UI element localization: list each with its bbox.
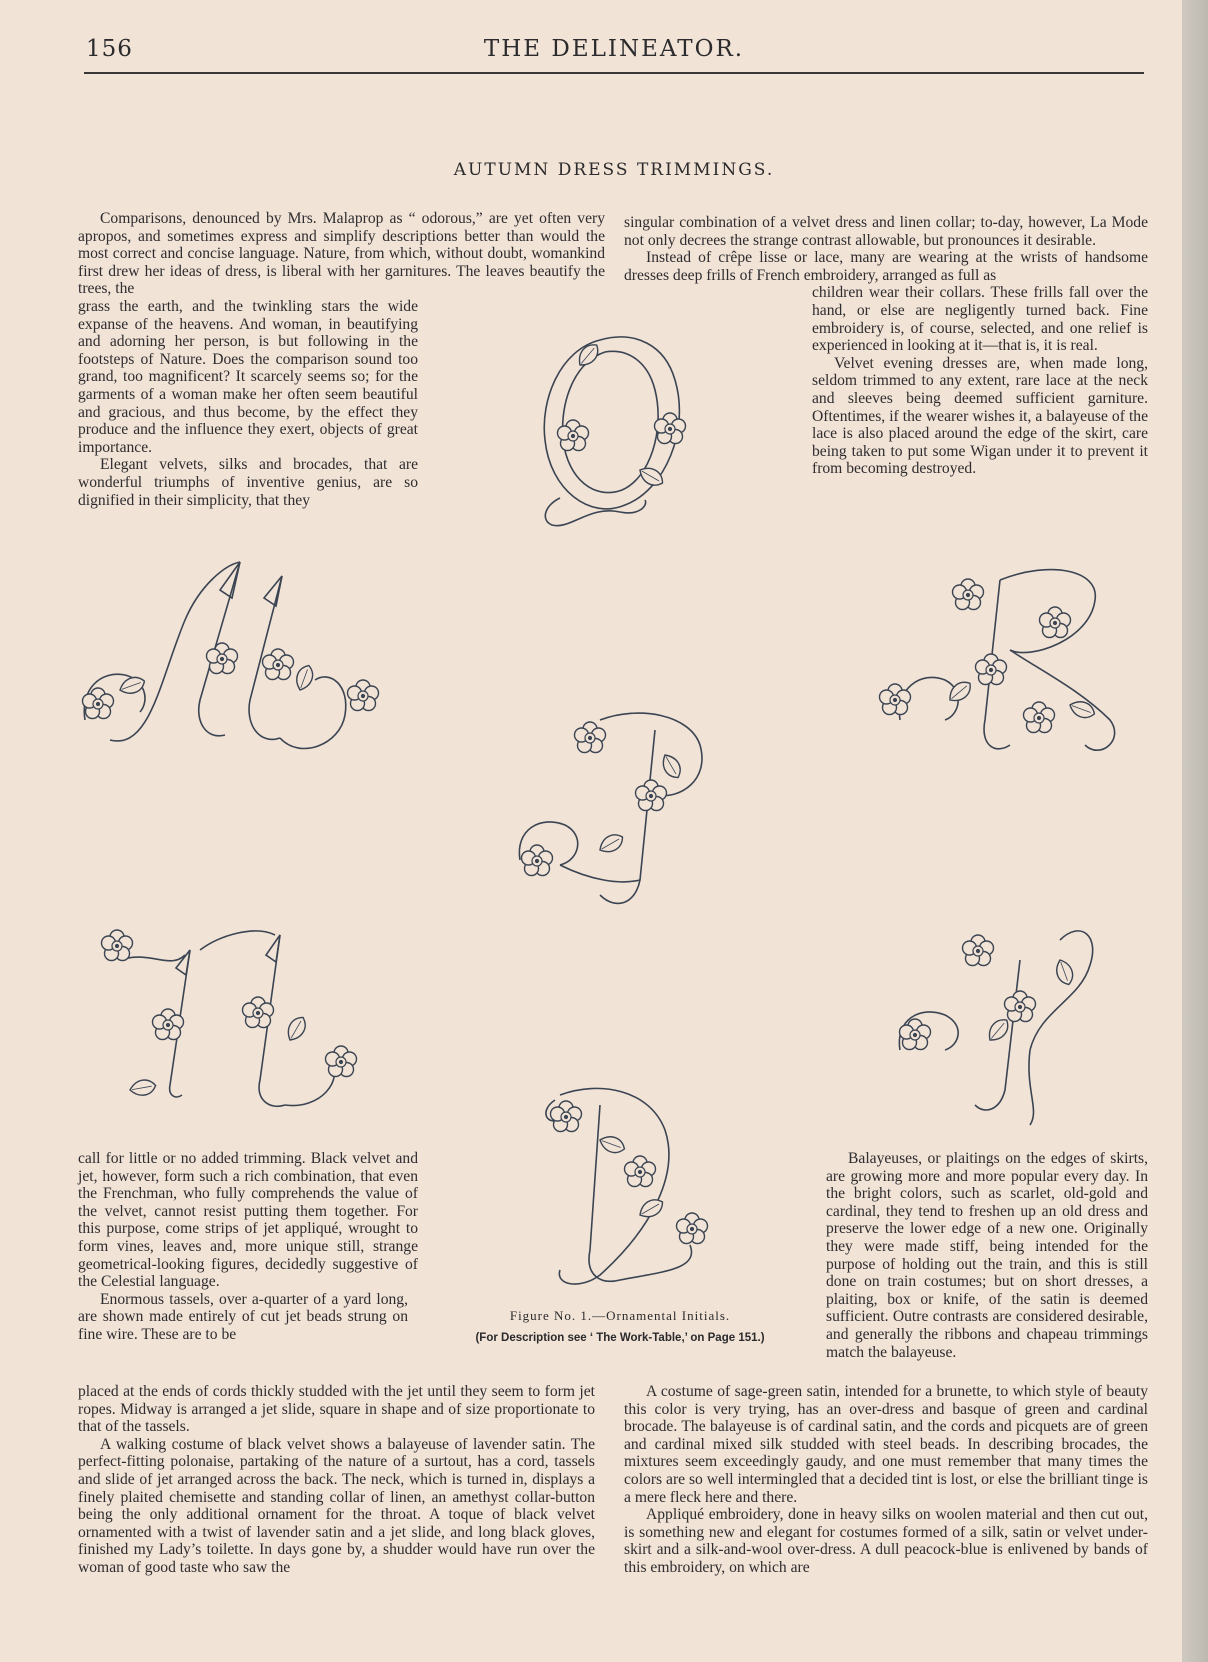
figure-caption [430,1308,810,1344]
initial-m [83,562,379,748]
paragraph: children wear their collars. These frills fall over the hand, or else are negligently turned back. Fine embroidery is, of course, selected, and one relief is experienced in looking at it—that is, it is real. [812,284,1148,355]
paragraph: grass the earth, and the twinkling stars the wide expanse of the heavens. And woman, in beautifying and adorning her person, is but following in the footsteps of Nature. Does the comparison sound too grand, too magnificent? It scarcely seems so; for the garments of a woman make her often seem beautiful and gracious, and thus become, by the effect they produce and the influence they exert, objects of great importance. [78,297,418,456]
paragraph: Comparisons, denounced by Mrs. Malaprop as “ odorous,” are yet often very apropos, and sometimes express and simplify descriptions better than would the most correct and concise language. Nature, from which, without doubt, womankind first drew her ideas of dress, is liberal with her garnitures. The leaves beautify the trees, the [78,210,605,298]
paragraph: Balayeuses, or plaitings on the edges of skirts, are growing more and more popular every day. In the bright colors, such as scarlet, old-gold and cardinal, they tend to freshen up an old dress and preserve the lower edge of a new one. Originally they were made stiff, being intended for the purpose of holding out the train, and this is still done on train costumes; but on short dresses, a plaiting, box or knife, of the satin is deemed sufficient. Outre contrasts are considered desirable, and generally the ribbons and chapeau trimmings match the balayeuse. [826,1150,1148,1361]
right-column-full [624,1383,1148,1577]
initial-n [102,930,357,1106]
paragraph: Appliqué embroidery, done in heavy silks on woolen material and then cut out, is something new and elegant for costumes formed of a silk, satin or velvet under-skirt and a silk-and-wool over-dress. A dull peacock-blue is enlivened by bands of this embroidery, on which are [624,1506,1148,1576]
article-title: AUTUMN DRESS TRIMMINGS. [453,160,775,180]
paragraph: placed at the ends of cords thickly studded with the jet until they seem to form jet ropes. Midway is arranged a jet slide, square in shape and of size proportionate to that of the tassels. [78,1383,595,1436]
right-column-bottom [826,1150,1148,1361]
paragraph: A costume of sage-green satin, intended for a brunette, to which style of beauty this color is very trying, has an over-dress and basque of green and cardinal brocade. The balayeuse is of cardinal satin, and the cords and picquets are of green and cardinal mixed silk studded with steel beads. In describing brocades, the mixtures seem exceedingly gaudy, and one must remember that many times the colors are so well intermingled that a decided tint is lost, or else the brilliant tinge is a mere fleck here and there. [624,1383,1148,1506]
paragraph: singular combination of a velvet dress and linen collar; to-day, however, La Mode not only decrees the strange contrast allowable, but pronounces it desirable. [624,214,1148,249]
initial-r [880,570,1115,751]
paragraph: Enormous tassels, over a-quarter of a yard long, are shown made entirely of cut jet beads strung on fine wire. These are to be [78,1290,408,1343]
paragraph: Instead of crêpe lisse or lace, many are wearing at the wrists of handsome dresses deep frills of French embroidery, arranged as full as [624,249,1148,284]
paragraph: call for little or no added trimming. Black velvet and jet, however, form such a rich combination, that even the Frenchman, who fully comprehends the value of the velvet, cannot resist putting them together. For this purpose, come strips of jet appliqué, wrought to form vines, leaves and, more unique still, strange geometrical-looking figures, decidedly suggestive of the Celestial language. [78,1150,418,1291]
left-column-bottom [78,1150,418,1344]
figure-title: Figure No. 1.—Ornamental Initials. [509,1308,731,1323]
paragraph: Elegant velvets, silks and brocades, that are wonderful triumphs of inventive genius, are so dignified in their simplicity, that they [78,456,418,509]
paragraph: Velvet evening dresses are, when made long, seldom trimmed to any extent, rare lace at the neck and sleeves being deemed sufficient garniture. Oftentimes, if the wearer wishes it, a balayeuse of the lace is also placed around the edge of the skirt, care being taken to put some Wigan under it to prevent it from becoming destroyed. [812,354,1148,478]
page-number: 156 [86,36,133,62]
publication-title: THE DELINEATOR. [483,36,745,62]
page-edge [1182,0,1208,1662]
initial-p [519,713,702,903]
figure-subtitle: (For Description see ‘ The Work-Table,’ on Page 151.) [475,1332,765,1344]
paragraph: A walking costume of black velvet shows a balayeuse of lavender satin. The perfect-fitting polonaise, partaking of the nature of a surtout, has a cord, tassels and slide of jet arranged across the back. The neck, which is turned in, displays a finely plaited chemisette and standing collar of linen, an amethyst collar-button being the only additional ornament for the throat. A toque of black velvet ornamented with a twist of lavender satin and a jet slide, and long black gloves, finished my Lady’s toilette. In days gone by, a shudder would have run over the woman of good taste who saw the [78,1435,595,1576]
initial-d [546,1088,708,1284]
left-column-full [78,1383,595,1577]
initial-q [544,337,685,526]
initial-s [899,931,1092,1125]
